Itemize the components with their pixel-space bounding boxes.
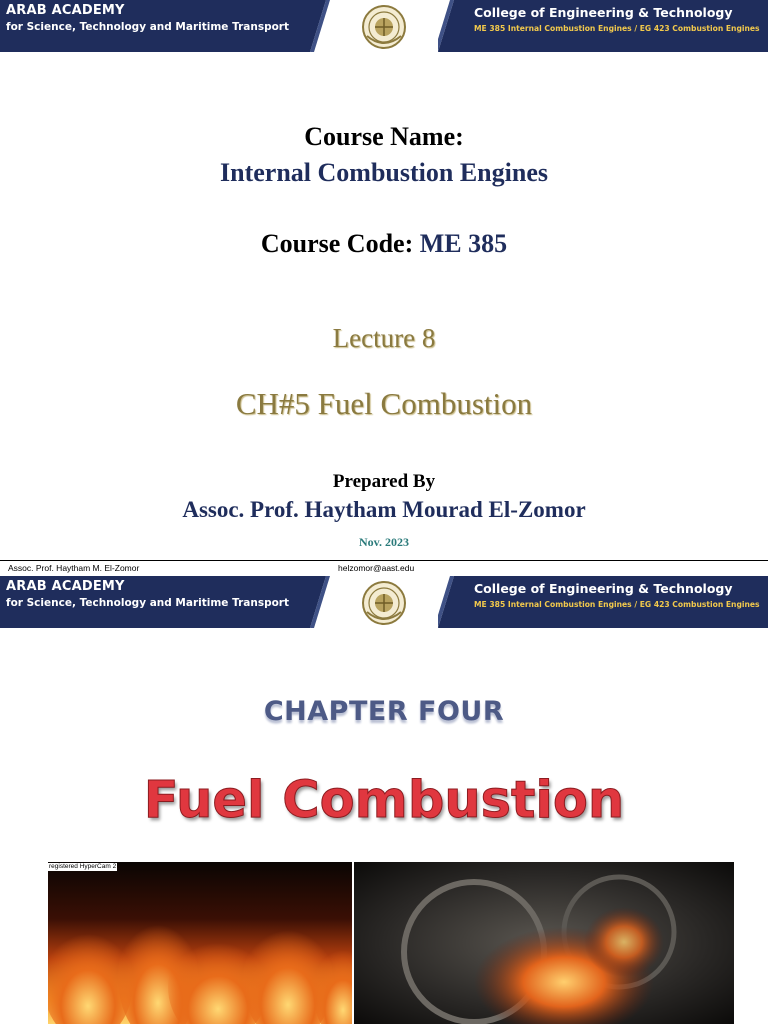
course-code-label: Course Code: (260, 229, 420, 258)
academy-name: ARAB ACADEMY (6, 3, 125, 18)
college-subtitle: ME 385 Internal Combustion Engines / EG 423 Combustion Engines (474, 600, 760, 609)
slide-footer (0, 560, 768, 576)
watermark-label: registered HyperCam 2 (49, 863, 117, 870)
engine-combustion-image (354, 862, 734, 1024)
college-name: College of Engineering & Technology (474, 581, 733, 596)
author-name: Assoc. Prof. Haytham Mourad El-Zomor (182, 497, 586, 522)
slide-title: Fuel Combustion (143, 771, 625, 830)
academy-banner (0, 576, 330, 628)
chapter-title: CH#5 Fuel Combustion (235, 386, 533, 421)
footer-author: Assoc. Prof. Haytham M. El-Zomor (8, 563, 140, 573)
prepared-by-label: Prepared By (332, 471, 436, 492)
aast-logo (357, 2, 411, 52)
chapter-slide (0, 576, 768, 1024)
course-name-label: Course Name: (304, 122, 464, 151)
college-banner (438, 576, 768, 628)
slide-header (0, 576, 768, 628)
academy-banner (0, 0, 330, 52)
aast-logo (357, 578, 411, 628)
slide-header (0, 0, 768, 52)
course-title: Internal Combustion Engines (220, 158, 548, 187)
course-code-line (0, 229, 768, 259)
academy-subtitle: for Science, Technology and Maritime Transport (6, 597, 289, 609)
chapter-heading: CHAPTER FOUR (263, 696, 505, 727)
academy-name: ARAB ACADEMY (6, 579, 125, 594)
course-code: ME 385 (419, 229, 508, 258)
college-banner (438, 0, 768, 52)
lecture-number: Lecture 8 (332, 323, 436, 353)
fire-flames-image (48, 862, 352, 1024)
college-name: College of Engineering & Technology (474, 5, 733, 20)
academy-subtitle: for Science, Technology and Maritime Transport (6, 21, 289, 33)
footer-email: helzomor@aast.edu (338, 563, 415, 573)
lecture-date: Nov. 2023 (358, 535, 409, 549)
college-subtitle: ME 385 Internal Combustion Engines / EG 423 Combustion Engines (474, 24, 760, 33)
